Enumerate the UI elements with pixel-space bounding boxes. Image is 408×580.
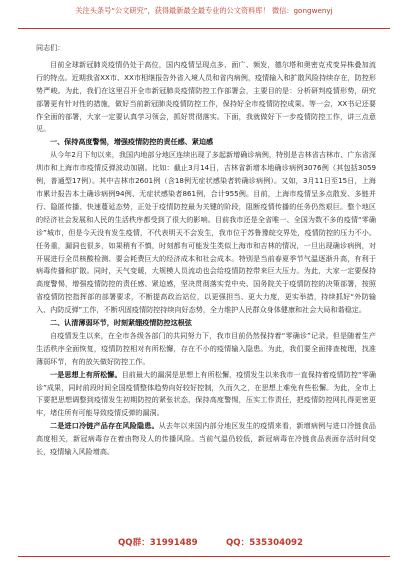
footer-qq-contact: QQ：535304092 xyxy=(226,538,304,548)
point-1-text: 目前最大的漏洞是思想上有所松懈，疫情发生以来我市一直保持着疫情防控“零确诊”成果，同时前段时间全国疫情整体趋势向好较好控制，久而久之，在思想上难免有些松懈。为此，全市上下要把思想调整到疫情发生初期防控的紧张状态，保持高度警惕，压实工作责任，把疫情防控网扎得更密更牢，堵住所有可能导致疫情反弹的漏洞。 xyxy=(36,369,376,418)
paragraph-point-2 xyxy=(36,420,376,459)
header-banner: 关注头条号“公文研究”，获得最新最全最专业的公文资料库！ 微信：gongwenyj xyxy=(75,6,333,15)
greeting: 同志们： xyxy=(36,43,65,52)
paragraph-weak-links: 自疫情发生以来，在全市各级各部门的共同努力下，我市目前仍然保持着“零确诊”记录。但是随着生产生活秩序全面恢复，疫情防控相对有所松懈，存在不小的疫情输入隐患。为此，我们要全面排查梳理，找准薄弱环节，有的放矢做好防控工作。 xyxy=(36,330,376,366)
section-heading-2: 二、认清薄弱环节，时刻紧绷疫情防控这根弦 xyxy=(50,318,192,328)
point-2-text: 从去年以来国内部分地区发生的疫情来看，新增病例与进口冷链食品高度相关，新冠病毒存在着由物及人的传播风险。当前气温仍较低，新冠病毒在冷链食品表面存活时间变长，疫情输入风险增高。 xyxy=(36,421,376,457)
paragraph-point-1 xyxy=(36,369,376,421)
point-1-lead: 一是思想上有所松懈。 xyxy=(50,369,122,379)
footer-divider xyxy=(18,556,390,557)
header-divider xyxy=(18,28,390,29)
document-body xyxy=(36,42,376,459)
point-2-lead: 二是进口冷链产品存在风险隐患。 xyxy=(50,421,159,431)
paragraph-intro: 目前全球新冠肺炎疫情仍处于高位，国内疫情呈现点多、面广、频发，德尔塔和奥密克戎变异株叠加流行的特点。近期我省XX市、XX市相继报告外省入境人员和省内病例，疫情输入和扩散风险持续存在，防控形势严峻。为此，我们在这里召开全市新冠肺炎疫情防控工作部署会，主要目的是：分析研判疫情形势，研究部署更有针对性的措施，做好当前新冠肺炎疫情防控工作，保持好全市疫情防控成果。等一会，XX书记还要作全面的部署，大家一定要认真学习领会，抓好贯彻落实。下面，我就做好下一步疫情防控工作，讲三点意见。 xyxy=(36,59,376,134)
paragraph-situation: 从今年2月下旬以来，我国内地部分地区连续出现了多起新增确诊病例，特别是吉林省吉林市、广东省深圳市和上海市市疫情反弹波动加剧。比如：截止3月14日，吉林省新增本地确诊病例3076例（其包括3059例，普通型17例）。其中吉林市2601例（含18例无症状感染者转确诊病例）。又如，3月11日至15日，上海市累计报告本土确诊病例94例、无症状感染者861例，合计955例。目前，上海市疫情呈多点散发、多链并行、隐匿传播、快速蔓延态势，正处于疫情防控最为关键的阶段，阻断疫情传播的任务仍然艰巨。整个地区的经济社会发展和人民的生活秩序都受到了很大的影响。目前我市还是全省唯一、全国为数不多的疫情“零确诊”城市，但是今天没有发生疫情，不代表明天不会发生，我市位于苏鲁豫皖交界处，疫情防控的压力不小。任务重，漏洞也很多，如果稍有不慎，时刻都有可能发生类似上海市和吉林的情况，一旦出现确诊病例，对开展进行全员核酸检测、要会耗费巨大的经济成本和社会成本。特别是当前春夏季节气温逐渐升高，有利于病毒传播和扩散。同时，天气变暖，大规模人员流动也会给疫情防控带来巨大压力。为此，大家一定要保持高度警惕，增强疫情防控的责任感、紧迫感，坚决贯彻落实党中央、国务院关于疫情防控的决策部署，按照省疫情防控指挥部的部署要求，不断提高政治站位，以更强担当、更大力度，更实举措，持续抓好“外防输入、内防反弹”工作，不断巩固疫情防控持续向好态势，全力维护人民群众身体健康和社会大局和谐稳定。 xyxy=(36,150,376,315)
section-heading-1: 一、保持高度警惕，增强疫情防控的责任感、紧迫感 xyxy=(50,137,214,147)
footer-qq-group: QQ群：31991489 xyxy=(118,538,198,548)
